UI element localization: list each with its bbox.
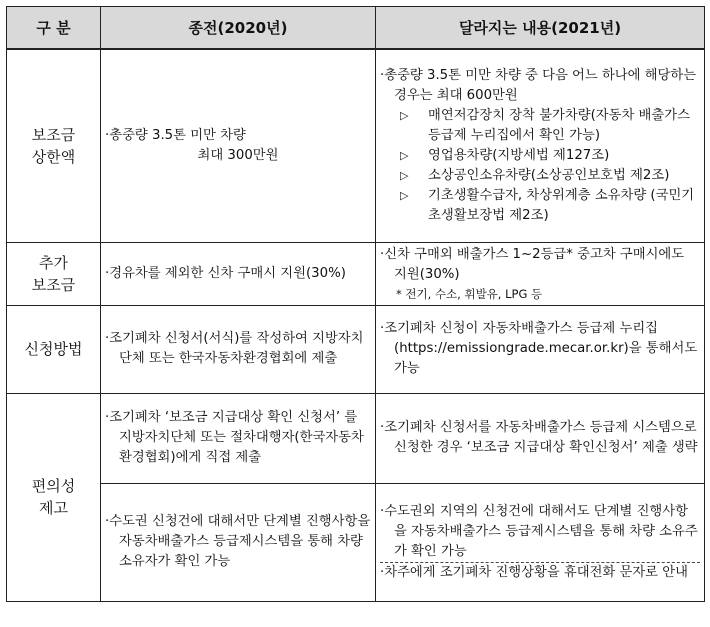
header-row [7, 7, 705, 50]
after-convenience-1: ·조기폐차 신청서를 자동차배출가스 등급제 시스템으로 신청한 경우 ‘보조금 지급대상 확인신청서’ 제출 생략 [376, 393, 705, 483]
row-convenience-2 [7, 483, 705, 601]
triangle-bullet-icon: ▷ [400, 188, 409, 202]
row-convenience-1 [7, 393, 705, 483]
category-convenience: 편의성 제고 [7, 393, 101, 601]
row-subsidy-cap [7, 49, 705, 242]
row-application-method [7, 305, 705, 393]
category-additional-subsidy: 추가 보조금 [7, 242, 101, 305]
after-additional-subsidy: ·신차 구매외 배출가스 1~2등급* 중고차 구매시에도 지원(30%) * 전기, 수소, 휘발유, LPG 등 [376, 242, 705, 305]
category-subsidy-cap: 보조금 상한액 [7, 49, 101, 242]
before-convenience-1: ·조기폐차 ‘보조금 지급대상 확인 신청서’ 를 지방자치단체 또는 절차대행자(한국자동차환경협회)에게 직접 제출 [101, 393, 376, 483]
header-previous-2020: 종전(2020년) [101, 7, 376, 50]
triangle-bullet-icon: ▷ [400, 148, 409, 162]
triangle-bullet-icon: ▷ [400, 168, 409, 182]
list-item: ▷ 매연저감장치 장착 불가차량(자동차 배출가스 등급제 누리집에서 확인 가능) [400, 107, 690, 143]
footnote: * 전기, 수소, 휘발유, LPG 등 [396, 286, 543, 301]
row-additional-subsidy [7, 242, 705, 305]
before-application-method: ·조기폐차 신청서(서식)를 작성하여 지방자치단체 또는 한국자동차환경협회에 제출 [101, 305, 376, 393]
after-convenience-2: ·수도권외 지역의 신청건에 대해서도 단계별 진행사항을 자동차배출가스 등급제시스템을 통해 차량 소유주가 확인 가능 ·차주에게 조기폐차 진행상황을 휴대전화 문자로 안내 [376, 483, 705, 601]
header-category: 구 분 [7, 7, 101, 50]
after-application-method: ·조기폐차 신청이 자동차배출가스 등급제 누리집 (https://emissiongrade.mecar.or.kr)을 통해서도 가능 [376, 305, 705, 393]
triangle-bullet-icon: ▷ [400, 108, 409, 122]
after-subsidy-cap: ·총중량 3.5톤 미만 차량 중 다음 어느 하나에 해당하는 경우는 최대 600만원 ▷ 매연저감장치 장착 불가차량(자동차 배출가스 등급제 누리집에서 확인 가능) ▷ 영업용차량(지방세법 제127조) ▷ 소상공인소유차량(소상공인보호법 제2조) ▷ 기초생활수급자, 차상위계층 소유차량 (국민기초생활보장법 제2조) [376, 49, 705, 242]
list-item: ▷ 소상공인소유차량(소상공인보호법 제2조) [380, 166, 700, 186]
list-item: ▷ 기초생활수급자, 차상위계층 소유차량 (국민기초생활보장법 제2조) [400, 187, 695, 223]
comparison-table [6, 6, 705, 602]
before-subsidy-cap: ·총중량 3.5톤 미만 차량 최대 300만원 [101, 49, 376, 242]
before-convenience-2: ·수도권 신청건에 대해서만 단계별 진행사항을 자동차배출가스 등급제시스템을 통해 차량 소유자가 확인 가능 [101, 483, 376, 601]
category-application-method: 신청방법 [7, 305, 101, 393]
list-item: ▷ 영업용차량(지방세법 제127조) [380, 146, 700, 166]
header-changes-2021: 달라지는 내용(2021년) [376, 7, 705, 50]
before-additional-subsidy: ·경유차를 제외한 신차 구매시 지원(30%) [101, 242, 376, 305]
